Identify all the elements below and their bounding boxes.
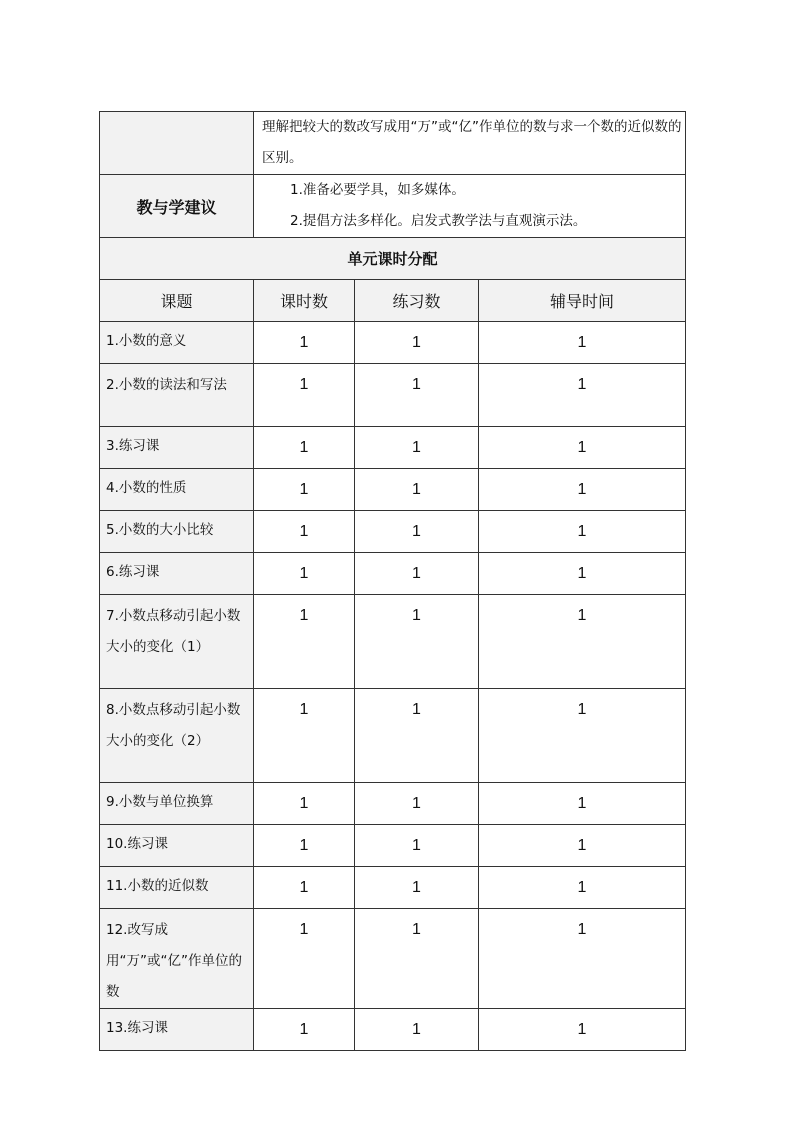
- row-tutoring: 1: [479, 427, 686, 469]
- row-topic: 12.改写成用“万”或“亿”作单位的数: [100, 909, 254, 1009]
- row-tutoring: 1: [479, 909, 686, 1009]
- row-hours: 1: [254, 909, 355, 1009]
- row-hours: 1: [254, 469, 355, 511]
- table-row: [100, 595, 686, 689]
- row-topic: 13.练习课: [100, 1009, 254, 1051]
- row-hours: 1: [254, 427, 355, 469]
- row-practice: 1: [355, 322, 479, 364]
- row-hours: 1: [254, 689, 355, 783]
- row-topic: 6.练习课: [100, 553, 254, 595]
- row-hours: 1: [254, 1009, 355, 1051]
- advice-row: [100, 175, 686, 238]
- row-tutoring: 1: [479, 783, 686, 825]
- row-topic: 8.小数点移动引起小数大小的变化（2）: [100, 689, 254, 783]
- table-row: [100, 909, 686, 1009]
- table-row: [100, 511, 686, 553]
- table-row: [100, 553, 686, 595]
- row-topic: 3.练习课: [100, 427, 254, 469]
- table-row: [100, 689, 686, 783]
- header-tutoring: 辅导时间: [479, 280, 686, 322]
- row-hours: 1: [254, 553, 355, 595]
- header-practice: 练习数: [355, 280, 479, 322]
- row-tutoring: 1: [479, 322, 686, 364]
- header-topic: 课题: [100, 280, 254, 322]
- row-topic: 2.小数的读法和写法: [100, 364, 254, 427]
- row-practice: 1: [355, 511, 479, 553]
- row-tutoring: 1: [479, 553, 686, 595]
- row-practice: 1: [355, 689, 479, 783]
- allocation-title: 单元课时分配: [100, 238, 686, 280]
- row-topic: 1.小数的意义: [100, 322, 254, 364]
- row-practice: 1: [355, 427, 479, 469]
- row-practice: 1: [355, 553, 479, 595]
- row-tutoring: 1: [479, 825, 686, 867]
- row-topic: 11.小数的近似数: [100, 867, 254, 909]
- row-practice: 1: [355, 867, 479, 909]
- row-hours: 1: [254, 322, 355, 364]
- row-practice: 1: [355, 909, 479, 1009]
- row-topic: 4.小数的性质: [100, 469, 254, 511]
- row-hours: 1: [254, 867, 355, 909]
- intro-label-cell: [100, 112, 254, 175]
- table-row: [100, 867, 686, 909]
- row-practice: 1: [355, 1009, 479, 1051]
- advice-items: [254, 175, 686, 238]
- row-practice: 1: [355, 825, 479, 867]
- advice-label: 教与学建议: [100, 175, 254, 238]
- table-row: [100, 469, 686, 511]
- table-row: [100, 364, 686, 427]
- row-practice: 1: [355, 364, 479, 427]
- row-hours: 1: [254, 825, 355, 867]
- intro-row: [100, 112, 686, 175]
- row-tutoring: 1: [479, 689, 686, 783]
- row-topic: 9.小数与单位换算: [100, 783, 254, 825]
- row-practice: 1: [355, 469, 479, 511]
- row-tutoring: 1: [479, 469, 686, 511]
- row-practice: 1: [355, 783, 479, 825]
- table-row: [100, 1009, 686, 1051]
- table-row: [100, 783, 686, 825]
- row-tutoring: 1: [479, 867, 686, 909]
- row-tutoring: 1: [479, 595, 686, 689]
- table-row: [100, 825, 686, 867]
- row-tutoring: 1: [479, 1009, 686, 1051]
- table-row: [100, 427, 686, 469]
- allocation-title-row: [100, 238, 686, 280]
- row-practice: 1: [355, 595, 479, 689]
- row-topic: 5.小数的大小比较: [100, 511, 254, 553]
- advice-item: 2.提倡方法多样化。启发式教学法与直观演示法。: [290, 213, 587, 229]
- row-tutoring: 1: [479, 511, 686, 553]
- advice-item: 1.准备必要学具，如多媒体。: [290, 182, 465, 198]
- header-row: [100, 280, 686, 322]
- row-hours: 1: [254, 595, 355, 689]
- table-row: [100, 322, 686, 364]
- row-topic: 7.小数点移动引起小数大小的变化（1）: [100, 595, 254, 689]
- lesson-plan-table: [99, 111, 686, 1051]
- row-tutoring: 1: [479, 364, 686, 427]
- row-hours: 1: [254, 511, 355, 553]
- row-hours: 1: [254, 364, 355, 427]
- header-hours: 课时数: [254, 280, 355, 322]
- intro-text: 理解把较大的数改写成用“万”或“亿”作单位的数与求一个数的近似数的区别。: [254, 112, 686, 175]
- row-topic: 10.练习课: [100, 825, 254, 867]
- row-hours: 1: [254, 783, 355, 825]
